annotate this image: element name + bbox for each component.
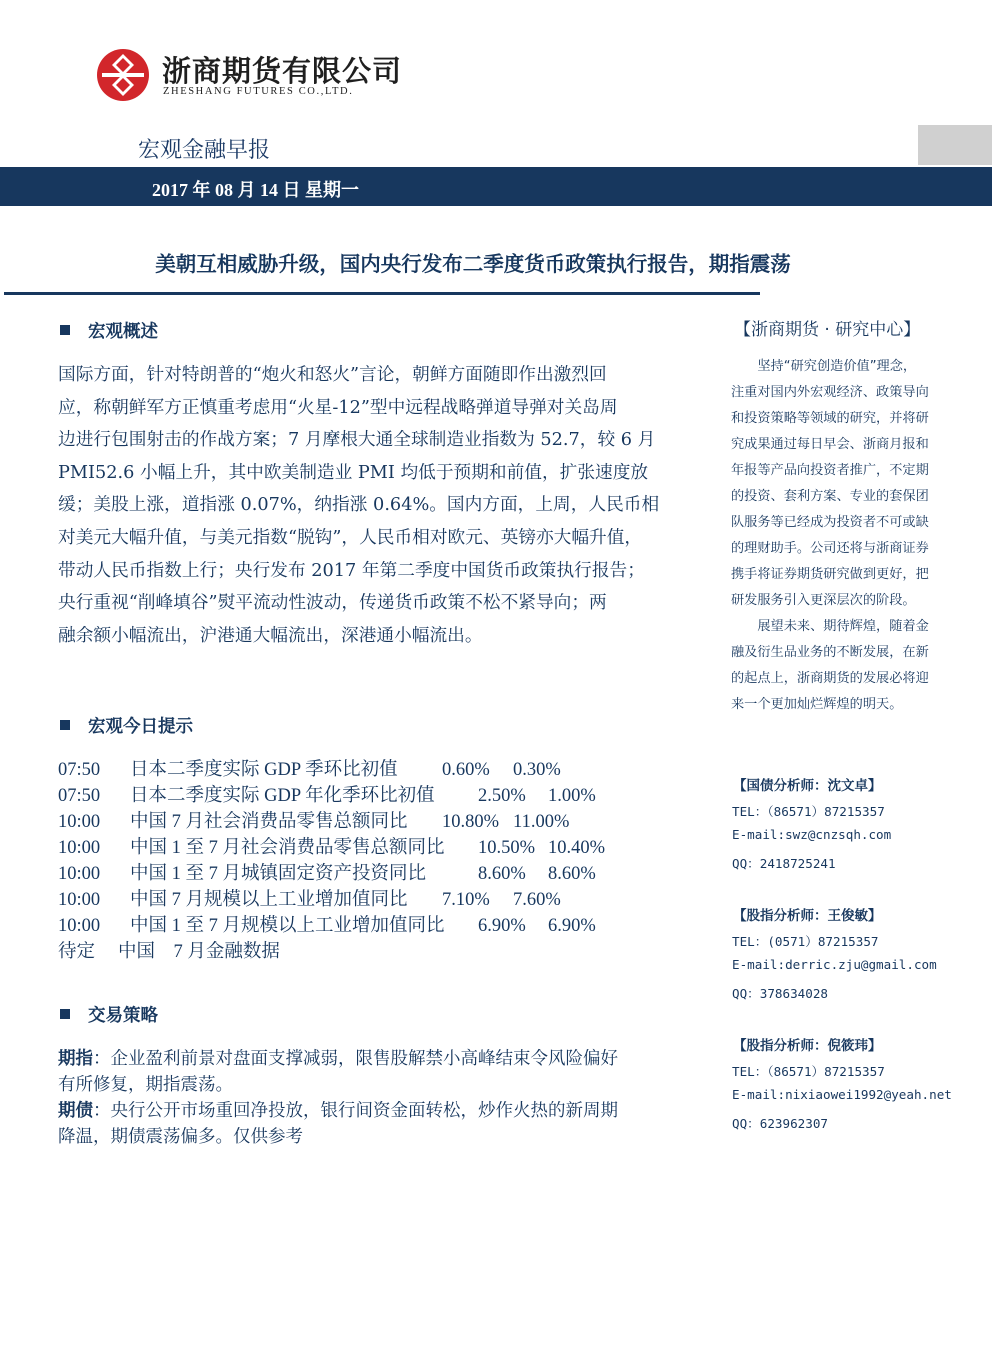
research-center-title: 【浙商期货 · 研究中心】 <box>734 320 921 340</box>
strategy-text: ：企业盈利前景对盘面支撑减弱，限售股解禁小高峰结束令风险偏好 <box>93 1049 618 1069</box>
event-row <box>58 809 698 835</box>
overview-line: 缓；美股上涨，道指涨 0.07%，纳指涨 0.64%。国内方面，上周，人民币相 <box>58 495 660 516</box>
analyst-qq: QQ：378634028 <box>732 986 828 1001</box>
event-row <box>58 757 698 783</box>
event-name: 中国 1 至 7 月社会消费品零售总额同比 <box>130 838 445 858</box>
intro-line: 研发服务引入更深层次的阶段。 <box>731 593 916 608</box>
intro-line: 队服务等已经成为投资者不可或缺 <box>731 515 929 530</box>
overview-line: 边进行包围射击的作战方案；7 月摩根大通全球制造业指数为 52.7，较 6 月 <box>58 430 656 451</box>
overview-line: 带动人民币指数上行；央行发布 2017 年第二季度中国货币政策执行报告； <box>58 560 645 581</box>
event-name: 中国 7 月规模以上工业增加值同比 <box>130 890 408 910</box>
title-divider <box>4 292 760 295</box>
overview-paragraph <box>58 359 710 652</box>
company-logo-icon <box>96 48 150 102</box>
analyst-email[interactable]: E-mail:nixiaowei1992@yeah.net <box>732 1087 952 1102</box>
event-time: 07:50 <box>58 786 101 806</box>
event-row <box>58 835 698 861</box>
intro-line: 年报等产品向投资者推广，不定期 <box>731 463 929 478</box>
outlook-line: 来一个更加灿烂辉煌的明天。 <box>731 697 903 712</box>
event-row <box>58 887 698 913</box>
overview-line: 国际方面，针对特朗普的“炮火和怒火”言论，朝鲜方面随即作出激烈回 <box>58 365 607 385</box>
intro-line: 坚持“研究创造价值”理念， <box>731 359 917 374</box>
section-heading-text: 宏观概述 <box>88 322 158 342</box>
report-date: 2017 年 08 月 14 日 星期一 <box>152 180 359 200</box>
intro-line: 注重对国内外宏观经济、政策导向 <box>731 385 929 400</box>
strategy-item-index-futures <box>58 1046 718 1098</box>
event-forecast: 8.60% <box>548 864 596 884</box>
intro-line: 携手将证券期货研究做到更好，把 <box>731 567 929 582</box>
event-row <box>58 783 698 809</box>
event-name: 中国 1 至 7 月规模以上工业增加值同比 <box>130 916 445 936</box>
event-time: 10:00 <box>58 812 101 832</box>
event-prev: 10.50% <box>478 838 536 858</box>
analyst-email[interactable]: E-mail:swz@cnzsqh.com <box>732 827 892 842</box>
event-forecast: 10.40% <box>548 838 606 858</box>
event-name: 中国 7 月金融数据 <box>118 942 280 962</box>
overview-line: 应，称朝鲜军方正慎重考虑用“火星-12”型中远程战略弹道导弹对关岛周 <box>58 397 618 418</box>
company-name-cn: 浙商期货有限公司 <box>162 54 403 88</box>
event-prev: 6.90% <box>478 916 526 936</box>
analyst-tel: TEL：（86571）87215357 <box>732 1064 885 1079</box>
intro-line: 的理财助手。公司还将与浙商证券 <box>731 541 929 556</box>
outlook-line: 展望未来、期待辉煌，随着金 <box>731 619 929 634</box>
event-forecast: 6.90% <box>548 916 596 936</box>
research-center-outlook <box>731 614 961 718</box>
overview-line: 融余额小幅流出，沪港通大幅流出，深港通小幅流出。 <box>58 625 483 646</box>
strategy-label: 期债 <box>58 1101 93 1121</box>
event-time: 10:00 <box>58 838 101 858</box>
overview-line: PMI52.6 小幅上升，其中欧美制造业 PMI 均低于预期和前值，扩张速度放 <box>58 462 649 483</box>
company-name-en: ZHESHANG FUTURES CO.,LTD. <box>163 86 354 97</box>
bullet-square-icon <box>60 1009 70 1019</box>
event-forecast: 11.00% <box>513 812 570 832</box>
event-forecast: 0.30% <box>513 760 561 780</box>
event-name: 中国 1 至 7 月城镇固定资产投资同比 <box>130 864 427 884</box>
intro-line: 究成果通过每日早会、浙商月报和 <box>731 437 929 452</box>
analyst-tel: TEL：（86571）87215357 <box>732 804 885 819</box>
event-name: 中国 7 月社会消费品零售总额同比 <box>130 812 408 832</box>
event-name: 日本二季度实际 GDP 季环比初值 <box>130 760 398 780</box>
analyst-qq: QQ：2418725241 <box>732 856 836 871</box>
event-name: 日本二季度实际 GDP 年化季环比初值 <box>130 786 435 806</box>
event-row <box>58 913 698 939</box>
bullet-square-icon <box>60 325 70 335</box>
overview-line: 央行重视“削峰填谷”熨平流动性波动，传递货币政策不松不紧导向；两 <box>58 593 607 614</box>
strategy-text: 降温，期债震荡偏多。仅供参考 <box>58 1127 303 1147</box>
section-heading-strategy <box>60 1002 158 1027</box>
event-prev: 2.50% <box>478 786 526 806</box>
event-time: 07:50 <box>58 760 101 780</box>
outlook-line: 的起点上，浙商期货的发展必将迎 <box>731 671 929 686</box>
analyst-tel: TEL：(0571）87215357 <box>732 934 879 949</box>
event-time: 待定 <box>58 942 96 962</box>
strategy-text: 有所修复，期指震荡。 <box>58 1075 233 1095</box>
date-bar <box>0 167 992 206</box>
strategy-label: 期指 <box>58 1049 93 1069</box>
event-prev: 10.80% <box>442 812 500 832</box>
event-prev: 0.60% <box>442 760 490 780</box>
overview-line: 对美元大幅升值，与美元指数“脱钩”，人民币相对欧元、英镑亦大幅升值， <box>58 527 643 548</box>
event-prev: 7.10% <box>442 890 490 910</box>
event-row <box>58 861 698 887</box>
event-forecast: 7.60% <box>513 890 561 910</box>
event-time: 10:00 <box>58 916 101 936</box>
page-title: 美朝互相威胁升级，国内央行发布二季度货币政策执行报告，期指震荡 <box>155 252 791 276</box>
report-type: 宏观金融早报 <box>138 138 271 163</box>
event-prev: 8.60% <box>478 864 526 884</box>
analyst-title: 【股指分析师：倪筱玮】 <box>733 1038 882 1054</box>
event-time: 10:00 <box>58 864 101 884</box>
intro-line: 的投资、套利方案、专业的套保团 <box>731 489 929 504</box>
section-heading-text: 宏观今日提示 <box>88 717 193 737</box>
event-row <box>58 939 698 965</box>
event-forecast: 1.00% <box>548 786 596 806</box>
analyst-qq: QQ：623962307 <box>732 1116 828 1131</box>
header-decor-block <box>918 125 992 165</box>
strategy-item-bond-futures <box>58 1098 718 1150</box>
section-heading-today <box>60 713 193 738</box>
intro-line: 和投资策略等领域的研究，并将研 <box>731 411 929 426</box>
event-time: 10:00 <box>58 890 101 910</box>
analyst-email[interactable]: E-mail:derric.zju@gmail.com <box>732 957 937 972</box>
section-heading-text: 交易策略 <box>88 1006 158 1026</box>
analyst-title: 【国债分析师：沈文卓】 <box>733 778 882 794</box>
bullet-square-icon <box>60 720 70 730</box>
section-heading-overview <box>60 318 158 343</box>
research-center-intro <box>731 354 961 614</box>
strategy-text: ：央行公开市场重回净投放，银行间资金面转松，炒作火热的新周期 <box>93 1101 618 1121</box>
analyst-title: 【股指分析师：王俊敏】 <box>733 908 882 924</box>
outlook-line: 融及衍生品业务的不断发展，在新 <box>731 645 929 660</box>
